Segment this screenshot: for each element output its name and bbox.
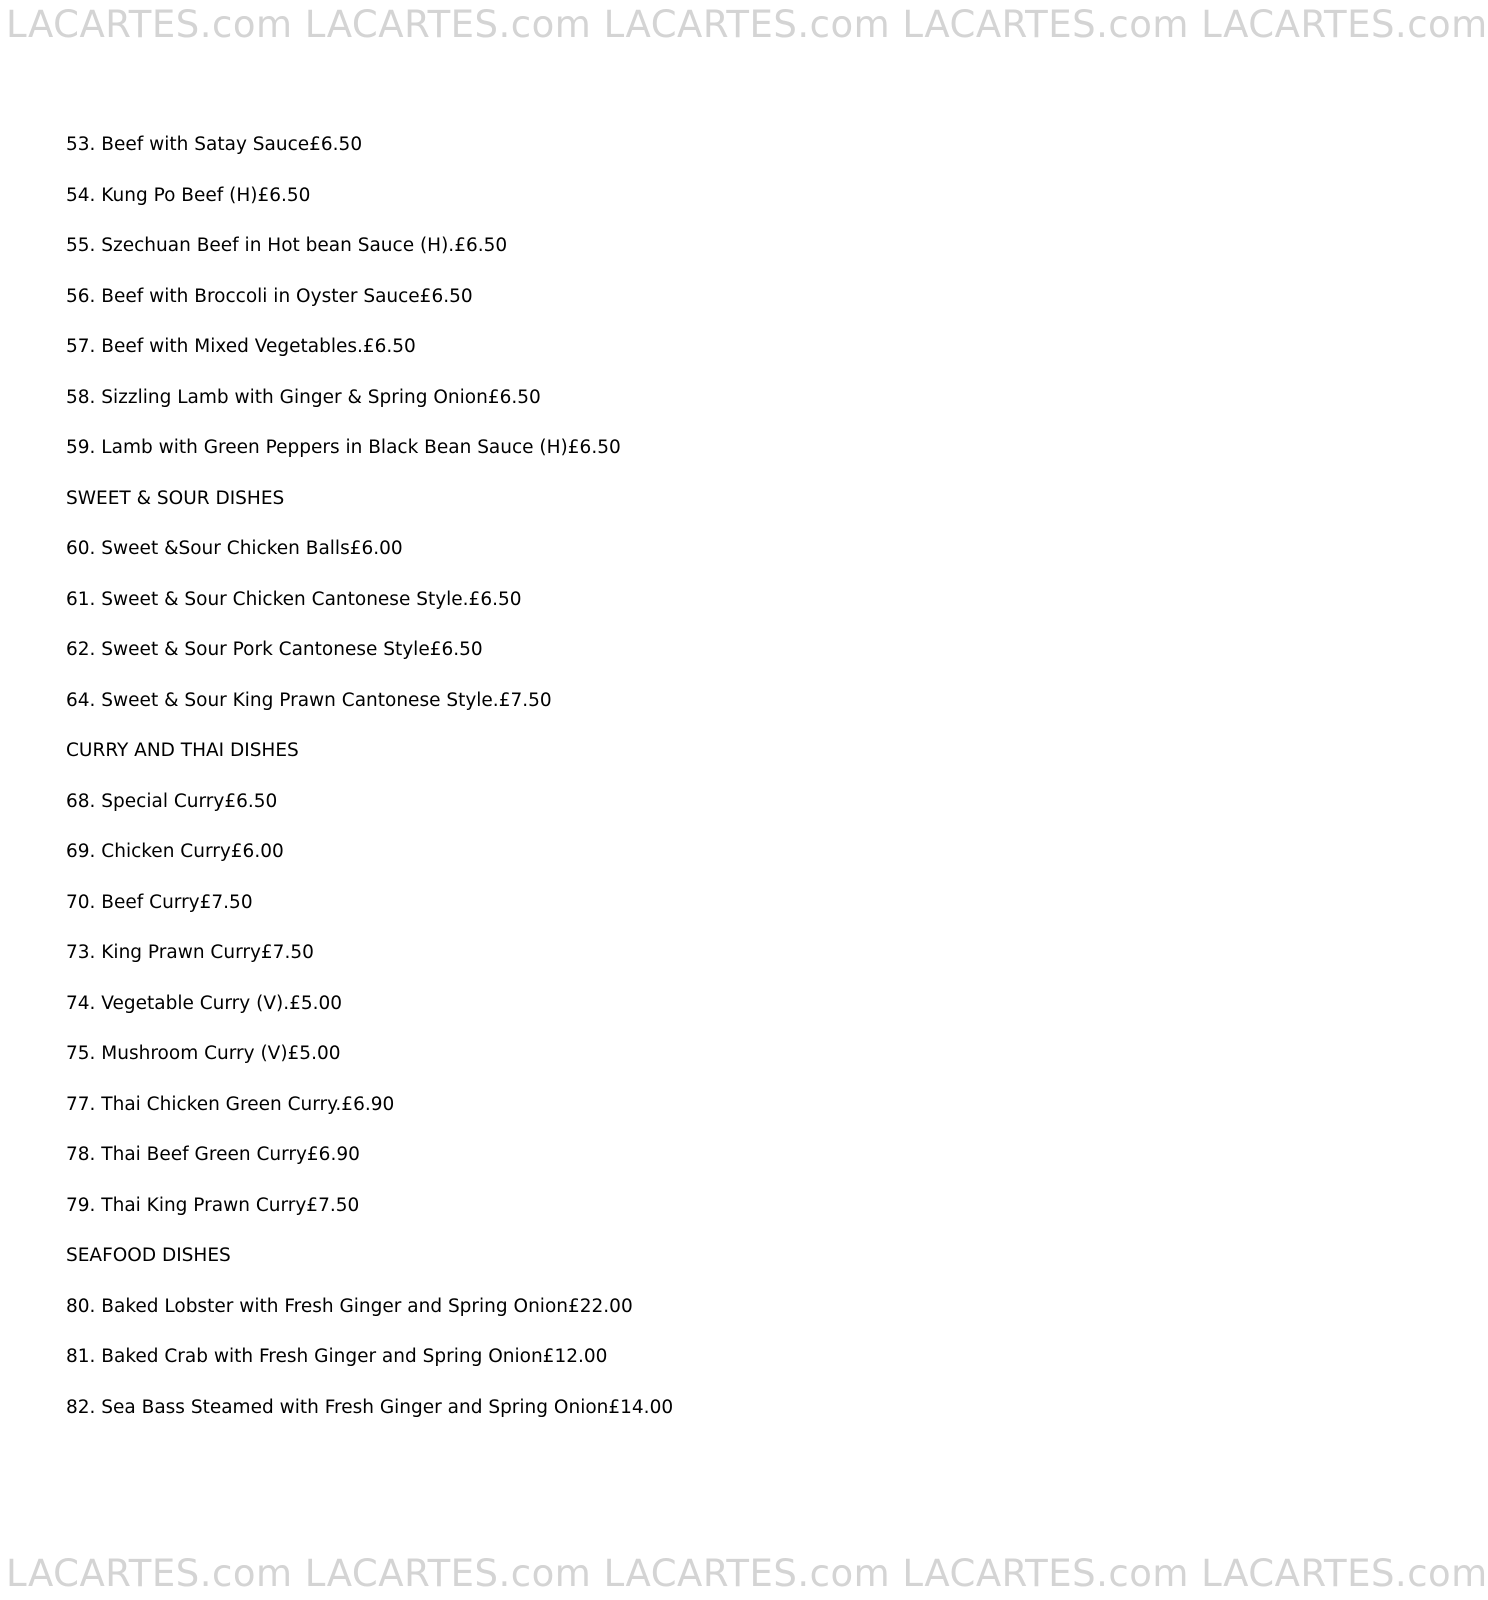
menu-item: 69. Chicken Curry£6.00 (66, 841, 284, 862)
section-heading-curry-thai: CURRY AND THAI DISHES (66, 740, 299, 761)
menu-item: 81. Baked Crab with Fresh Ginger and Spring Onion£12.00 (66, 1346, 608, 1367)
watermark-bottom: LACARTES.com LACARTES.com LACARTES.com LACARTES.com LACARTES.com (6, 1552, 1488, 1595)
menu-item: 77. Thai Chicken Green Curry.£6.90 (66, 1093, 395, 1115)
watermark-top: LACARTES.com LACARTES.com LACARTES.com LACARTES.com LACARTES.com (6, 3, 1488, 46)
menu-item: 61. Sweet & Sour Chicken Cantonese Style.£6.50 (66, 588, 522, 610)
menu-item: 58. Sizzling Lamb with Ginger & Spring Onion£6.50 (66, 386, 541, 408)
menu-item: 80. Baked Lobster with Fresh Ginger and Spring Onion£22.00 (66, 1295, 633, 1317)
menu-item: 54. Kung Po Beef (H)£6.50 (66, 184, 311, 206)
menu-list (66, 133, 673, 1446)
menu-item: 62. Sweet & Sour Pork Cantonese Style£6.50 (66, 639, 483, 660)
menu-item: 60. Sweet &Sour Chicken Balls£6.00 (66, 538, 403, 559)
menu-item: 57. Beef with Mixed Vegetables.£6.50 (66, 336, 416, 357)
menu-item: 82. Sea Bass Steamed with Fresh Ginger and Spring Onion£14.00 (66, 1396, 674, 1418)
menu-item: 64. Sweet & Sour King Prawn Cantonese Style.£7.50 (66, 689, 552, 711)
menu-item: 70. Beef Curry£7.50 (66, 891, 253, 913)
menu-item: 56. Beef with Broccoli in Oyster Sauce£6.50 (66, 285, 473, 307)
menu-item: 79. Thai King Prawn Curry£7.50 (66, 1194, 360, 1216)
menu-item: 74. Vegetable Curry (V).£5.00 (66, 992, 343, 1014)
menu-item: 75. Mushroom Curry (V)£5.00 (66, 1043, 341, 1064)
menu-item: 55. Szechuan Beef in Hot bean Sauce (H).£6.50 (66, 235, 508, 256)
menu-item: 53. Beef with Satay Sauce£6.50 (66, 134, 363, 155)
menu-item: 59. Lamb with Green Peppers in Black Bean Sauce (H)£6.50 (66, 437, 621, 458)
menu-item: 68. Special Curry£6.50 (66, 790, 278, 812)
menu-item: 78. Thai Beef Green Curry£6.90 (66, 1144, 360, 1165)
menu-item: 73. King Prawn Curry£7.50 (66, 942, 314, 963)
section-heading-seafood: SEAFOOD DISHES (66, 1245, 231, 1266)
section-heading-sweet-sour: SWEET & SOUR DISHES (66, 487, 285, 509)
